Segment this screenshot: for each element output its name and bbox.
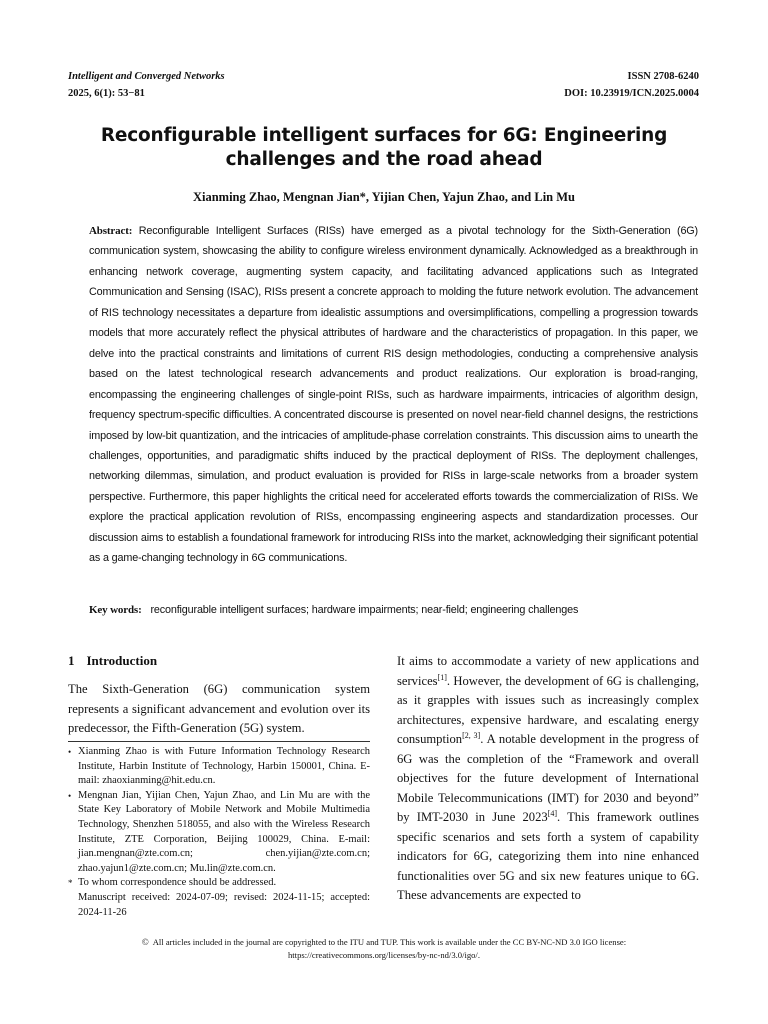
bullet-icon: •: [68, 790, 72, 801]
doi: DOI: 10.23919/ICN.2025.0004: [564, 88, 699, 99]
volume-info: 2025, 6(1): 53−81: [68, 88, 145, 99]
intro-paragraph-left: The Sixth-Generation (6G) communication system represents a significant advancement and evolution over its predecessor, the Fifth-Generation (5G) system.: [68, 682, 370, 735]
bullet-icon: •: [68, 747, 72, 757]
keywords: [89, 604, 698, 616]
citation-4[interactable]: [4]: [547, 808, 558, 818]
asterisk-icon: *: [68, 878, 73, 889]
section-heading: [68, 652, 370, 670]
intro-paragraph-right: It aims to accommodate a variety of new applications and services[1]. However, the development of 6G is challenging, as it grapples with issues such as increasingly complex architectures, expensive hardware, and escalating energy consumption[2, 3]. A notable development in the progress of 6G was the completion of the “Framework and overall objectives for the future development of International Mobile Telecommunications (IMT) for 2030 and beyond” by IMT-2030 in June 2023[4]. This framework outlines specific scenarios and sets forth a system of capability indicators for 6G, categorizing them into nine enhanced functionalities over 5G and six new features unique to 6G. These advancements are expected to: [397, 654, 699, 902]
journal-name: Intelligent and Converged Networks: [68, 71, 225, 82]
citation-2-3[interactable]: [2, 3]: [462, 730, 481, 740]
footnote-affiliation-2: • Mengnan Jian, Yijian Chen, Yajun Zhao, and Lin Mu are with the State Key Laboratory of Mobile Network and Mobile Multimedia Technology, Shenzhen 518055, and also with the Wireless Research Institute, ZTE Corporation, Beijing 100029, China. E-mail: jian.mengnan@zte.com.cn; chen.yijian@zte.com.cn; zhao.yajun1@zte.com.cn; Mu.lin@zte.com.cn.: [68, 789, 370, 877]
keywords-label: Key words:: [89, 604, 142, 616]
license-url[interactable]: https://creativecommons.org/licenses/by-nc-nd/3.0/igo/.: [288, 950, 480, 960]
running-header-left: [68, 68, 225, 102]
abstract-text: Reconfigurable Intelligent Surfaces (RISs) have emerged as a pivotal technology for the Sixth-Generation (6G) communication system, showcasing the ability to configure wireless environment dynamically. Acknowledged as a breakthrough in enhancing network coverage, augmenting system capacity, and facilitating advanced applications such as Integrated Communication and Sensing (ISAC), RISs present a concrete approach to molding the future network evolution. The advancement of RIS technology necessitates a departure from idealistic assumptions and oversimplifications, compelling a progression towards models that more accurately reflect the physical attributes of hardware and the characteristics of propagation. In this paper, we delve into the practical constraints and limitations of current RIS design methodologies, conducting a comprehensive analysis based on the latest technological research advancements and product realizations. Our exploration is broad-ranging, encompassing the engineering challenges of single-point RISs, such as hardware impairments, intricacies of algorithm design, frequency spectrum-specific difficulties. A concentrated discourse is presented on novel near-field channel designs, the restrictions imposed by low-bit quantization, and the intricacies of amplitude-phase correlation constraints. This discussion aims to unearth the challenges, opportunities, and paradigmatic shifts induced by the practical deployment of RISs. The deployment challenges, networking dilemmas, simulation, and product evaluation is provided for RISs in large-scale networks from a broader system perspective. Furthermore, this paper highlights the critical need for accelerated efforts towards the commercialization of RISs. We explore the practical application revolution of RISs, encompassing engineering aspects and standardization processes. Our discussion aims to establish a foundational framework for introducing RISs into the market, acknowledging their significant potential as a game-changing technology in 6G communications.: [89, 225, 698, 565]
section-number: 1: [68, 653, 75, 668]
keywords-text: reconfigurable intelligent surfaces; hardware impairments; near-field; engineering challenges: [150, 604, 579, 616]
license-text: All articles included in the journal are copyrighted to the ITU and TUP. This work is available under the CC BY-NC-ND 3.0 IGO license:: [152, 937, 627, 947]
footnotes: [68, 745, 370, 920]
footnote-affiliation-1: • Xianming Zhao is with Future Information Technology Research Institute, Harbin Institute of Technology, Harbin 150001, China. E-mail: zhaoxianming@hit.edu.cn.: [68, 745, 370, 789]
footnote-divider: [68, 741, 370, 742]
copyright-icon: ©: [141, 937, 149, 947]
citation-1[interactable]: [1]: [437, 672, 447, 682]
abstract: [89, 221, 698, 569]
manuscript-dates: Manuscript received: 2024-07-09; revised: 2024-11-15; accepted: 2024-11-26: [78, 891, 370, 918]
paper-title: Reconfigurable intelligent surfaces for 6G: Engineering challenges and the road ahead: [100, 125, 668, 170]
license-notice: [68, 936, 700, 962]
footnote-corresponding: * To whom correspondence should be addressed.: [68, 876, 370, 891]
author-list: Xianming Zhao, Mengnan Jian*, Yijian Chen, Yajun Zhao, and Lin Mu: [192, 190, 576, 204]
section-title: Introduction: [86, 653, 158, 668]
abstract-label: Abstract:: [89, 225, 133, 237]
issn: ISSN 2708-6240: [627, 71, 699, 82]
running-header-right: [564, 68, 699, 102]
